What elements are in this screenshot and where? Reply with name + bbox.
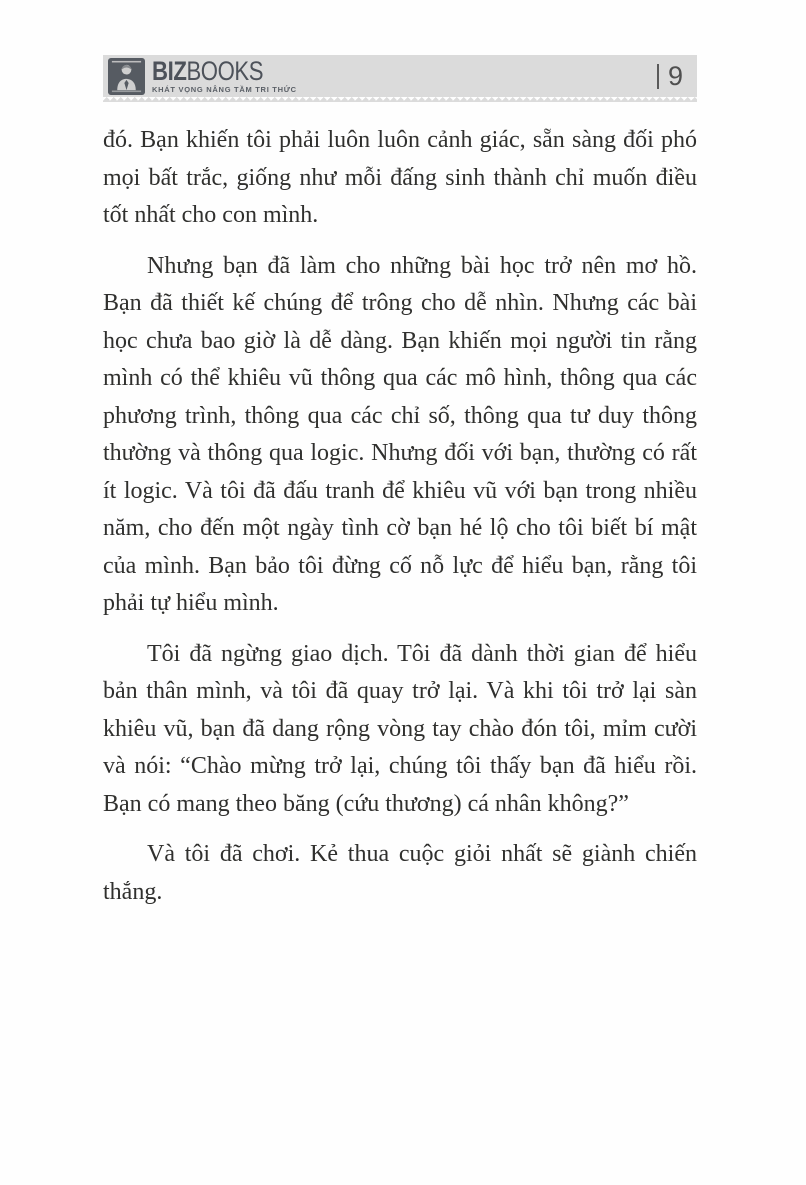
paragraph-2: Nhưng bạn đã làm cho những bài học trở nên mơ hồ. Bạn đã thiết kế chúng để trông cho dễ nhìn. Nhưng các bài học chưa bao giờ là dễ dàng. Bạn khiến mọi người tin rằng mình có thể khiêu vũ thông qua các mô hình, thông qua các phương trình, thông qua các chỉ số, thông qua tư duy thông thường và thông qua logic. Nhưng đối với bạn, thường có rất ít logic. Và tôi đã đấu tranh để khiêu vũ với bạn trong nhiều năm, cho đến một ngày tình cờ bạn hé lộ cho tôi biết bí mật của mình. Bạn bảo tôi đừng cố nỗ lực để hiểu bạn, rằng tôi phải tự hiểu mình. xyxy=(103,252,697,616)
bizbooks-logo-icon xyxy=(108,58,145,95)
page-body xyxy=(103,122,697,911)
brand-text-block xyxy=(152,55,297,94)
brand-wordmark xyxy=(152,55,271,86)
header-perforated-edge xyxy=(103,97,697,102)
paragraph-3: Tôi đã ngừng giao dịch. Tôi đã dành thời gian để hiểu bản thân mình, và tôi đã quay trở lại. Và khi tôi trở lại sàn khiêu vũ, bạn đã dang rộng vòng tay chào đón tôi, mỉm cười và nói: “Chào mừng trở lại, chúng tôi thấy bạn đã hiểu rồi. Bạn có mang theo băng (cứu thương) cá nhân không?” xyxy=(103,640,697,817)
page-number-value: 9 xyxy=(667,60,683,91)
publisher-logo xyxy=(108,55,297,95)
brand-tagline: KHÁT VỌNG NÂNG TẦM TRI THỨC xyxy=(152,84,297,94)
page-header xyxy=(103,55,697,97)
paragraph-4: Và tôi đã chơi. Kẻ thua cuộc giỏi nhất sẽ giành chiến thắng. xyxy=(103,841,697,905)
page-number xyxy=(657,60,683,91)
brand-name-books: BOOKS xyxy=(186,55,264,86)
paragraph-1: đó. Bạn khiến tôi phải luôn luôn cảnh giác, sẵn sàng đối phó mọi bất trắc, giống như mỗi đấng sinh thành chỉ muốn điều tốt nhất cho con mình. xyxy=(103,127,697,228)
page-number-divider xyxy=(657,64,659,89)
brand-name-biz: BIZ xyxy=(152,55,187,86)
